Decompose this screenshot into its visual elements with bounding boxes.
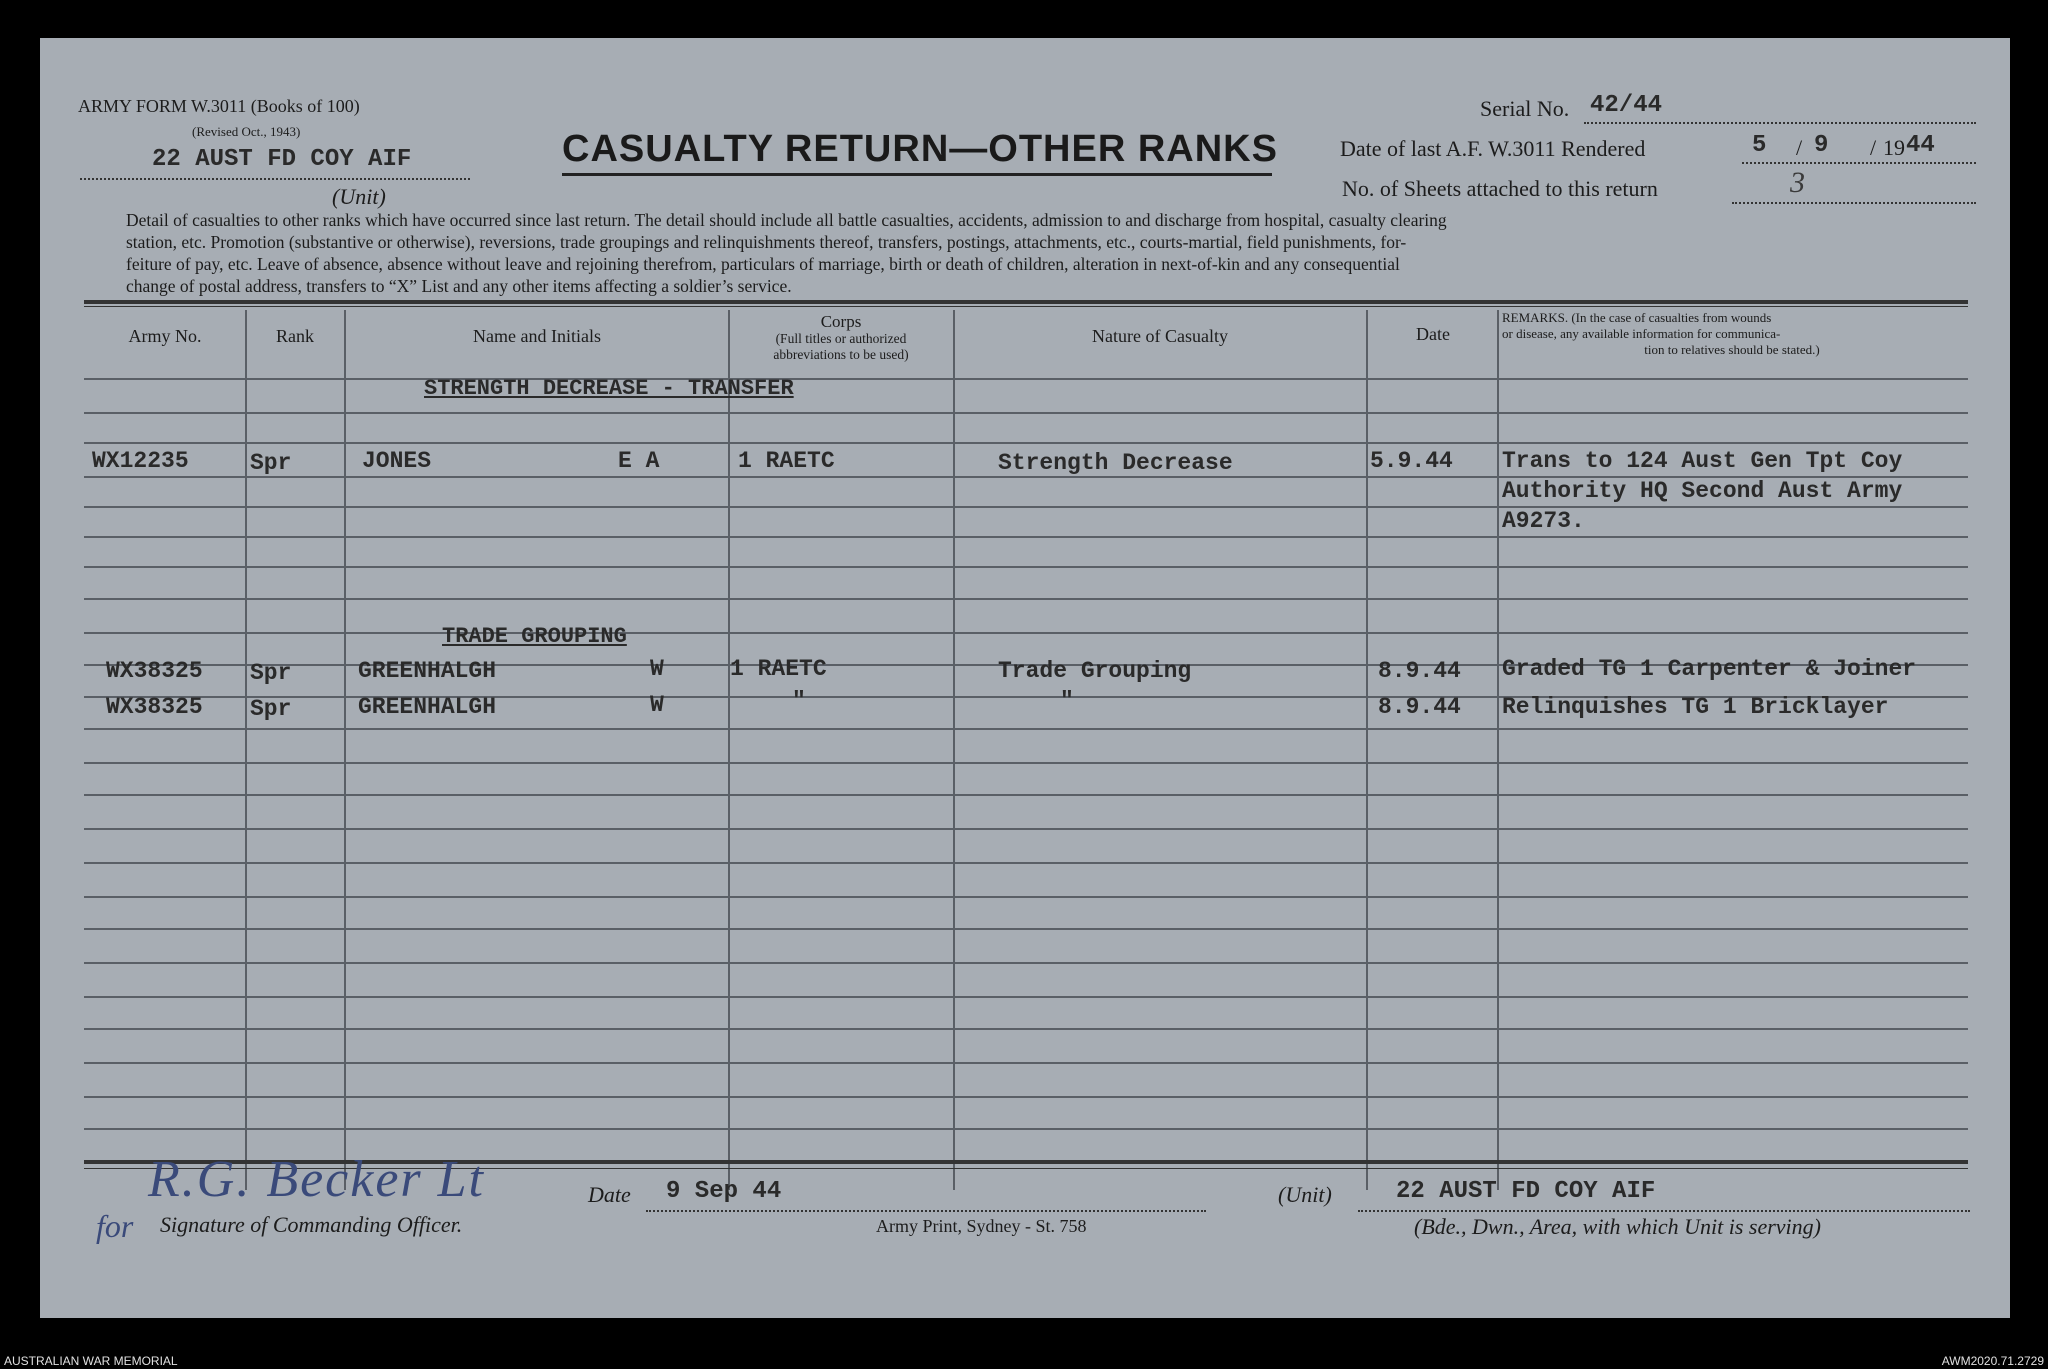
table-rule-5 (84, 506, 1968, 508)
col-header-army-no: Army No. (128, 326, 202, 346)
footer-unit-label: (Unit) (1278, 1182, 1332, 1207)
row1-initials: E A (618, 448, 660, 474)
table-rule-3 (84, 442, 1968, 444)
row1-remarks-3: A9273. (1502, 508, 1585, 534)
title-underline (562, 173, 1272, 176)
revised-date: (Revised Oct., 1943) (192, 124, 301, 139)
table-rule-18 (84, 928, 1968, 930)
form-id: ARMY FORM W.3011 (Books of 100) (78, 96, 360, 116)
signature-for: for (96, 1208, 134, 1244)
col-header-remarks-1: REMARKS. (In the case of casualties from wounds (1502, 310, 1772, 325)
table-rule-21 (84, 1028, 1968, 1030)
instructions-line-4: change of postal address, transfers to “X” List and any other items affecting a soldier’s service. (126, 276, 792, 296)
date-slash-2: / (1870, 135, 1877, 160)
row3-remarks-1: Relinquishes TG 1 Bricklayer (1502, 694, 1889, 720)
table-top-rule (84, 300, 1968, 304)
sheets-value: 3 (1790, 166, 1805, 199)
row2-name: GREENHALGH (358, 658, 497, 684)
row2-rank: Spr (250, 660, 292, 686)
sheets-line (1732, 178, 1976, 204)
col-header-date: Date (1416, 324, 1450, 344)
serial-value: 42/44 (1590, 92, 1663, 119)
unit-label: (Unit) (332, 184, 386, 209)
table-top-rule-thin (84, 306, 1968, 307)
table-rule-9 (84, 632, 1968, 634)
row2-initials: W (650, 656, 664, 682)
row2-nature: Trade Grouping (998, 658, 1192, 684)
section-heading-trade: TRADE GROUPING (442, 624, 627, 649)
col-header-rank: Rank (276, 326, 314, 346)
col-header-name: Name and Initials (473, 326, 601, 346)
signature-label: Signature of Commanding Officer. (160, 1212, 463, 1237)
row3-name: GREENHALGH (358, 694, 497, 720)
row3-date: 8.9.44 (1378, 694, 1461, 720)
unit-value: 22 AUST FD COY AIF (152, 146, 412, 173)
row2-army-no: WX38325 (106, 658, 203, 684)
signature-handwriting: R.G. Becker Lt (148, 1151, 486, 1208)
caption-right: AWM2020.71.2729 (1941, 1354, 2044, 1368)
col-header-corps-sub1: (Full titles or authorized (775, 331, 907, 346)
col-header-remarks-2: or disease, any available information for communica- (1502, 326, 1781, 341)
form-sheet (40, 38, 2010, 1318)
footer-bde-label: (Bde., Dwn., Area, with which Unit is serving) (1414, 1214, 1821, 1239)
table-rule-1 (84, 378, 1968, 380)
instructions-line-1: Detail of casualties to other ranks which have occurred since last return. The detail should include all battle casualties, accidents, admission to and discharge from hospital, casualty clearing (126, 210, 1447, 230)
row1-nature: Strength Decrease (998, 450, 1233, 476)
row3-army-no: WX38325 (106, 694, 203, 720)
last-rendered-day: 5 (1752, 132, 1767, 159)
table-rule-16 (84, 862, 1968, 864)
last-rendered-year: 44 (1906, 132, 1935, 159)
row3-nature: " (1060, 688, 1074, 714)
row1-corps: 1 RAETC (738, 448, 835, 474)
row3-rank: Spr (250, 696, 292, 722)
row1-remarks-2: Authority HQ Second Aust Army (1502, 478, 1903, 504)
sheets-label: No. of Sheets attached to this return (1342, 176, 1658, 201)
table-rule-8 (84, 598, 1968, 600)
row2-date: 8.9.44 (1378, 658, 1461, 684)
last-rendered-line (1742, 138, 1976, 164)
footer-date-value: 9 Sep 44 (666, 1178, 782, 1205)
serial-label: Serial No. (1480, 96, 1570, 121)
page-title: CASUALTY RETURN—OTHER RANKS (562, 128, 1278, 170)
row2-corps: 1 RAETC (730, 656, 827, 682)
table-rule-23 (84, 1096, 1968, 1098)
table-rule-24 (84, 1128, 1968, 1130)
table-rule-12 (84, 728, 1968, 730)
table-rule-17 (84, 896, 1968, 898)
row1-army-no: WX12235 (92, 448, 189, 474)
caption-left: AUSTRALIAN WAR MEMORIAL (4, 1354, 178, 1368)
footer-date-label: Date (588, 1182, 631, 1207)
row1-remarks-1: Trans to 124 Aust Gen Tpt Coy (1502, 448, 1903, 474)
last-rendered-month: 9 (1814, 132, 1829, 159)
date-slash-1: / (1796, 135, 1803, 160)
col-header-corps-sub2: abbreviations to be used) (773, 347, 909, 362)
instructions-line-2: station, etc. Promotion (substantive or otherwise), reversions, trade groupings and relinquishments thereof, transfers, postings, attachments, etc., courts-martial, field punishments, for- (126, 232, 1407, 252)
row1-date: 5.9.44 (1370, 448, 1453, 474)
row1-rank: Spr (250, 450, 292, 476)
row3-corps: " (792, 688, 806, 714)
col-header-nature: Nature of Casualty (1092, 326, 1228, 346)
last-rendered-year-prefix: 19 (1883, 135, 1905, 160)
table-rule-20 (84, 996, 1968, 998)
table-rule-22 (84, 1062, 1968, 1064)
table-rule-19 (84, 962, 1968, 964)
row2-remarks-1: Graded TG 1 Carpenter & Joiner (1502, 656, 1917, 682)
instructions-line-3: feiture of pay, etc. Leave of absence, absence without leave and rejoining therefrom, particulars of marriage, birth or death of children, alteration in next-of-kin and any consequential (126, 254, 1400, 274)
table-rule-13 (84, 762, 1968, 764)
last-rendered-label: Date of last A.F. W.3011 Rendered (1340, 136, 1646, 161)
section-heading-transfer: STRENGTH DECREASE - TRANSFER (424, 376, 794, 401)
table-rule-2 (84, 412, 1968, 414)
table-rule-7 (84, 566, 1968, 568)
printer-line: Army Print, Sydney - St. 758 (876, 1216, 1087, 1236)
row3-initials: W (650, 692, 664, 718)
footer-unit-value: 22 AUST FD COY AIF (1396, 1178, 1656, 1205)
table-rule-14 (84, 794, 1968, 796)
row1-name: JONES (362, 448, 432, 474)
table-rule-15 (84, 828, 1968, 830)
table-rule-6 (84, 536, 1968, 538)
col-header-corps: Corps (820, 312, 862, 331)
col-header-remarks-3: tion to relatives should be stated.) (1644, 342, 1820, 357)
